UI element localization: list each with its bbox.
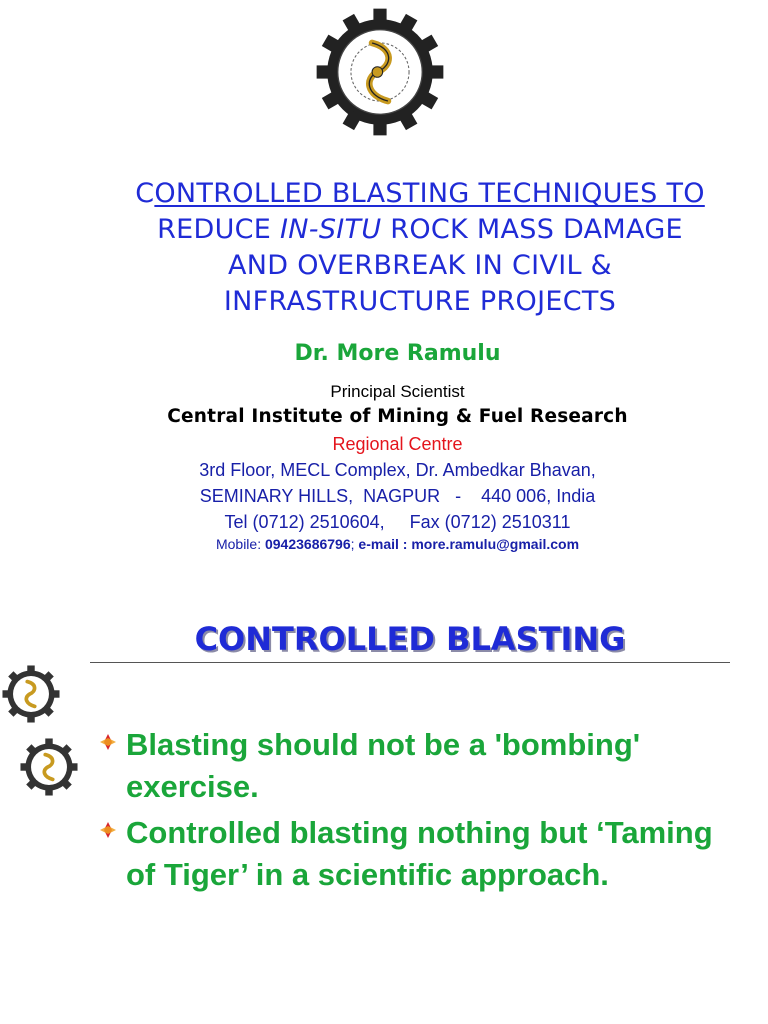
title-line2-start: REDUCE	[157, 214, 281, 245]
regional-centre: Regional Centre	[332, 434, 463, 454]
address-line-1: 3rd Floor, MECL Complex, Dr. Ambedkar Bhavan,	[199, 460, 596, 480]
title-line-2	[60, 212, 768, 248]
csir-gear-logo-small	[0, 662, 62, 726]
csir-gear-logo	[312, 6, 448, 138]
title-prefix: C	[135, 178, 155, 209]
title-line-3: AND OVERBREAK IN CIVIL &	[227, 250, 613, 281]
title-italic: IN-SITU	[280, 214, 382, 245]
diamond-bullet-icon	[98, 820, 118, 840]
email-address[interactable]: e-mail : more.ramulu@gmail.com	[358, 536, 580, 552]
title-divider	[90, 662, 730, 663]
mobile-number: 09423686796	[264, 536, 351, 552]
title-line-4: INFRASTRUCTURE PROJECTS	[223, 286, 617, 317]
bullet-text: Blasting should not be a 'bombing' exercise.	[126, 727, 641, 804]
tel-fax: Tel (0712) 2510604, Fax (0712) 2510311	[224, 512, 571, 532]
email-separator: ;	[350, 536, 359, 552]
slide2-title: CONTROLLED BLASTING	[194, 620, 626, 658]
diamond-bullet-icon	[98, 732, 118, 752]
list-item	[98, 812, 738, 896]
institute-name: Central Institute of Mining & Fuel Research	[167, 406, 628, 427]
author-name: Dr. More Ramulu	[294, 341, 501, 366]
mobile-label: Mobile:	[215, 536, 265, 552]
title-underlined: ONTROLLED BLASTING TECHNIQUES TO	[154, 178, 705, 209]
slide1-title	[60, 176, 768, 320]
bullet-list	[98, 724, 738, 900]
mobile-email	[0, 536, 768, 552]
author-role: Principal Scientist	[330, 382, 465, 401]
title-line2-end: ROCK MASS DAMAGE	[381, 214, 683, 245]
address-line-2: SEMINARY HILLS, NAGPUR - 440 006, India	[199, 486, 596, 506]
csir-gear-logo-small	[18, 735, 80, 799]
list-item	[98, 724, 738, 808]
title-line-1	[60, 176, 768, 212]
bullet-text: Controlled blasting nothing but ‘Taming of Tiger’ in a scientific approach.	[126, 815, 713, 892]
